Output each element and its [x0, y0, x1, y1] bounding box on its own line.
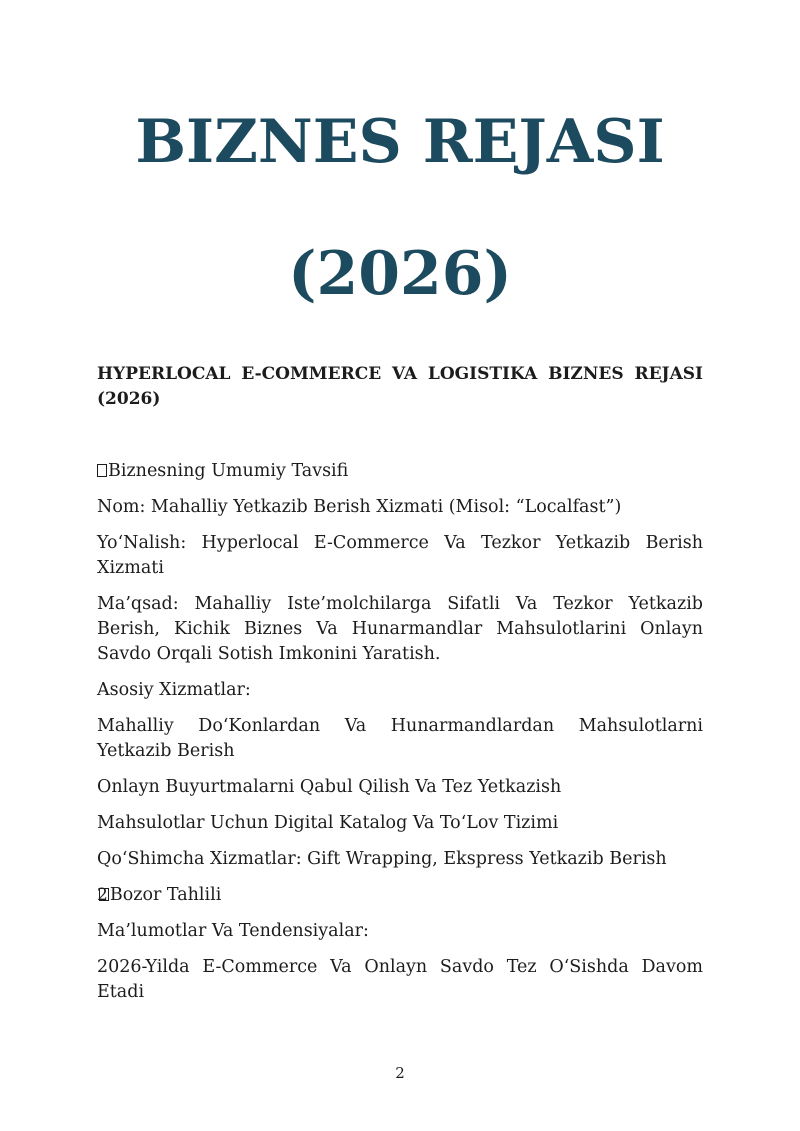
document-body [97, 459, 703, 1016]
section-heading-text: Bozor Tahlili [109, 885, 222, 905]
paragraph-service-item: Onlayn Buyurtmalarni Qabul Qilish Va Tez Yetkazish [97, 777, 562, 797]
section-heading-text: Biznesning Umumiy Tavsifi [108, 461, 349, 481]
section-number: 2 [97, 885, 108, 905]
paragraph-services-label: Asosiy Xizmatlar: [97, 680, 251, 700]
missing-glyph-box-icon [97, 464, 107, 477]
paragraph-service-item: Mahsulotlar Uchun Digital Katalog Va To‘Lov Tizimi [97, 813, 559, 833]
section-heading-overview [97, 459, 703, 484]
section-heading-market [97, 883, 703, 908]
paragraph-name: Nom: Mahalliy Yetkazib Berish Xizmati (Misol: “Localfast”) [97, 497, 622, 517]
paragraph-direction: Yo‘Nalish: Hyperlocal E-Commerce Va Tezkor Yetkazib Berish Xizmati [97, 533, 703, 578]
missing-glyph-box-icon [99, 888, 109, 901]
paragraph-service-item: Qo‘Shimcha Xizmatlar: Gift Wrapping, Ekspress Yetkazib Berish [97, 849, 667, 869]
paragraph-data-label: Ma’lumotlar Va Tendensiyalar: [97, 921, 369, 941]
document-title-year: (2026) [288, 239, 512, 309]
document-subtitle: HYPERLOCAL E-COMMERCE VA LOGISTIKA BIZNES REJASI (2026) [97, 364, 703, 409]
page-number: 2 [395, 1064, 405, 1082]
document-title: BIZNES REJASI [135, 107, 665, 177]
paragraph-service-item: Mahalliy Do‘Konlardan Va Hunarmandlardan Mahsulotlarni Yetkazib Berish [97, 716, 703, 761]
paragraph-trend: 2026-Yilda E-Commerce Va Onlayn Savdo Tez O‘Sishda Davom Etadi [97, 957, 703, 1002]
paragraph-goal: Ma’qsad: Mahalliy Iste’molchilarga Sifatli Va Tezkor Yetkazib Berish, Kichik Biznes Va Hunarmandlar Mahsulotlarini Onlayn Savdo Orqali Sotish Imkonini Yaratish. [97, 594, 703, 664]
